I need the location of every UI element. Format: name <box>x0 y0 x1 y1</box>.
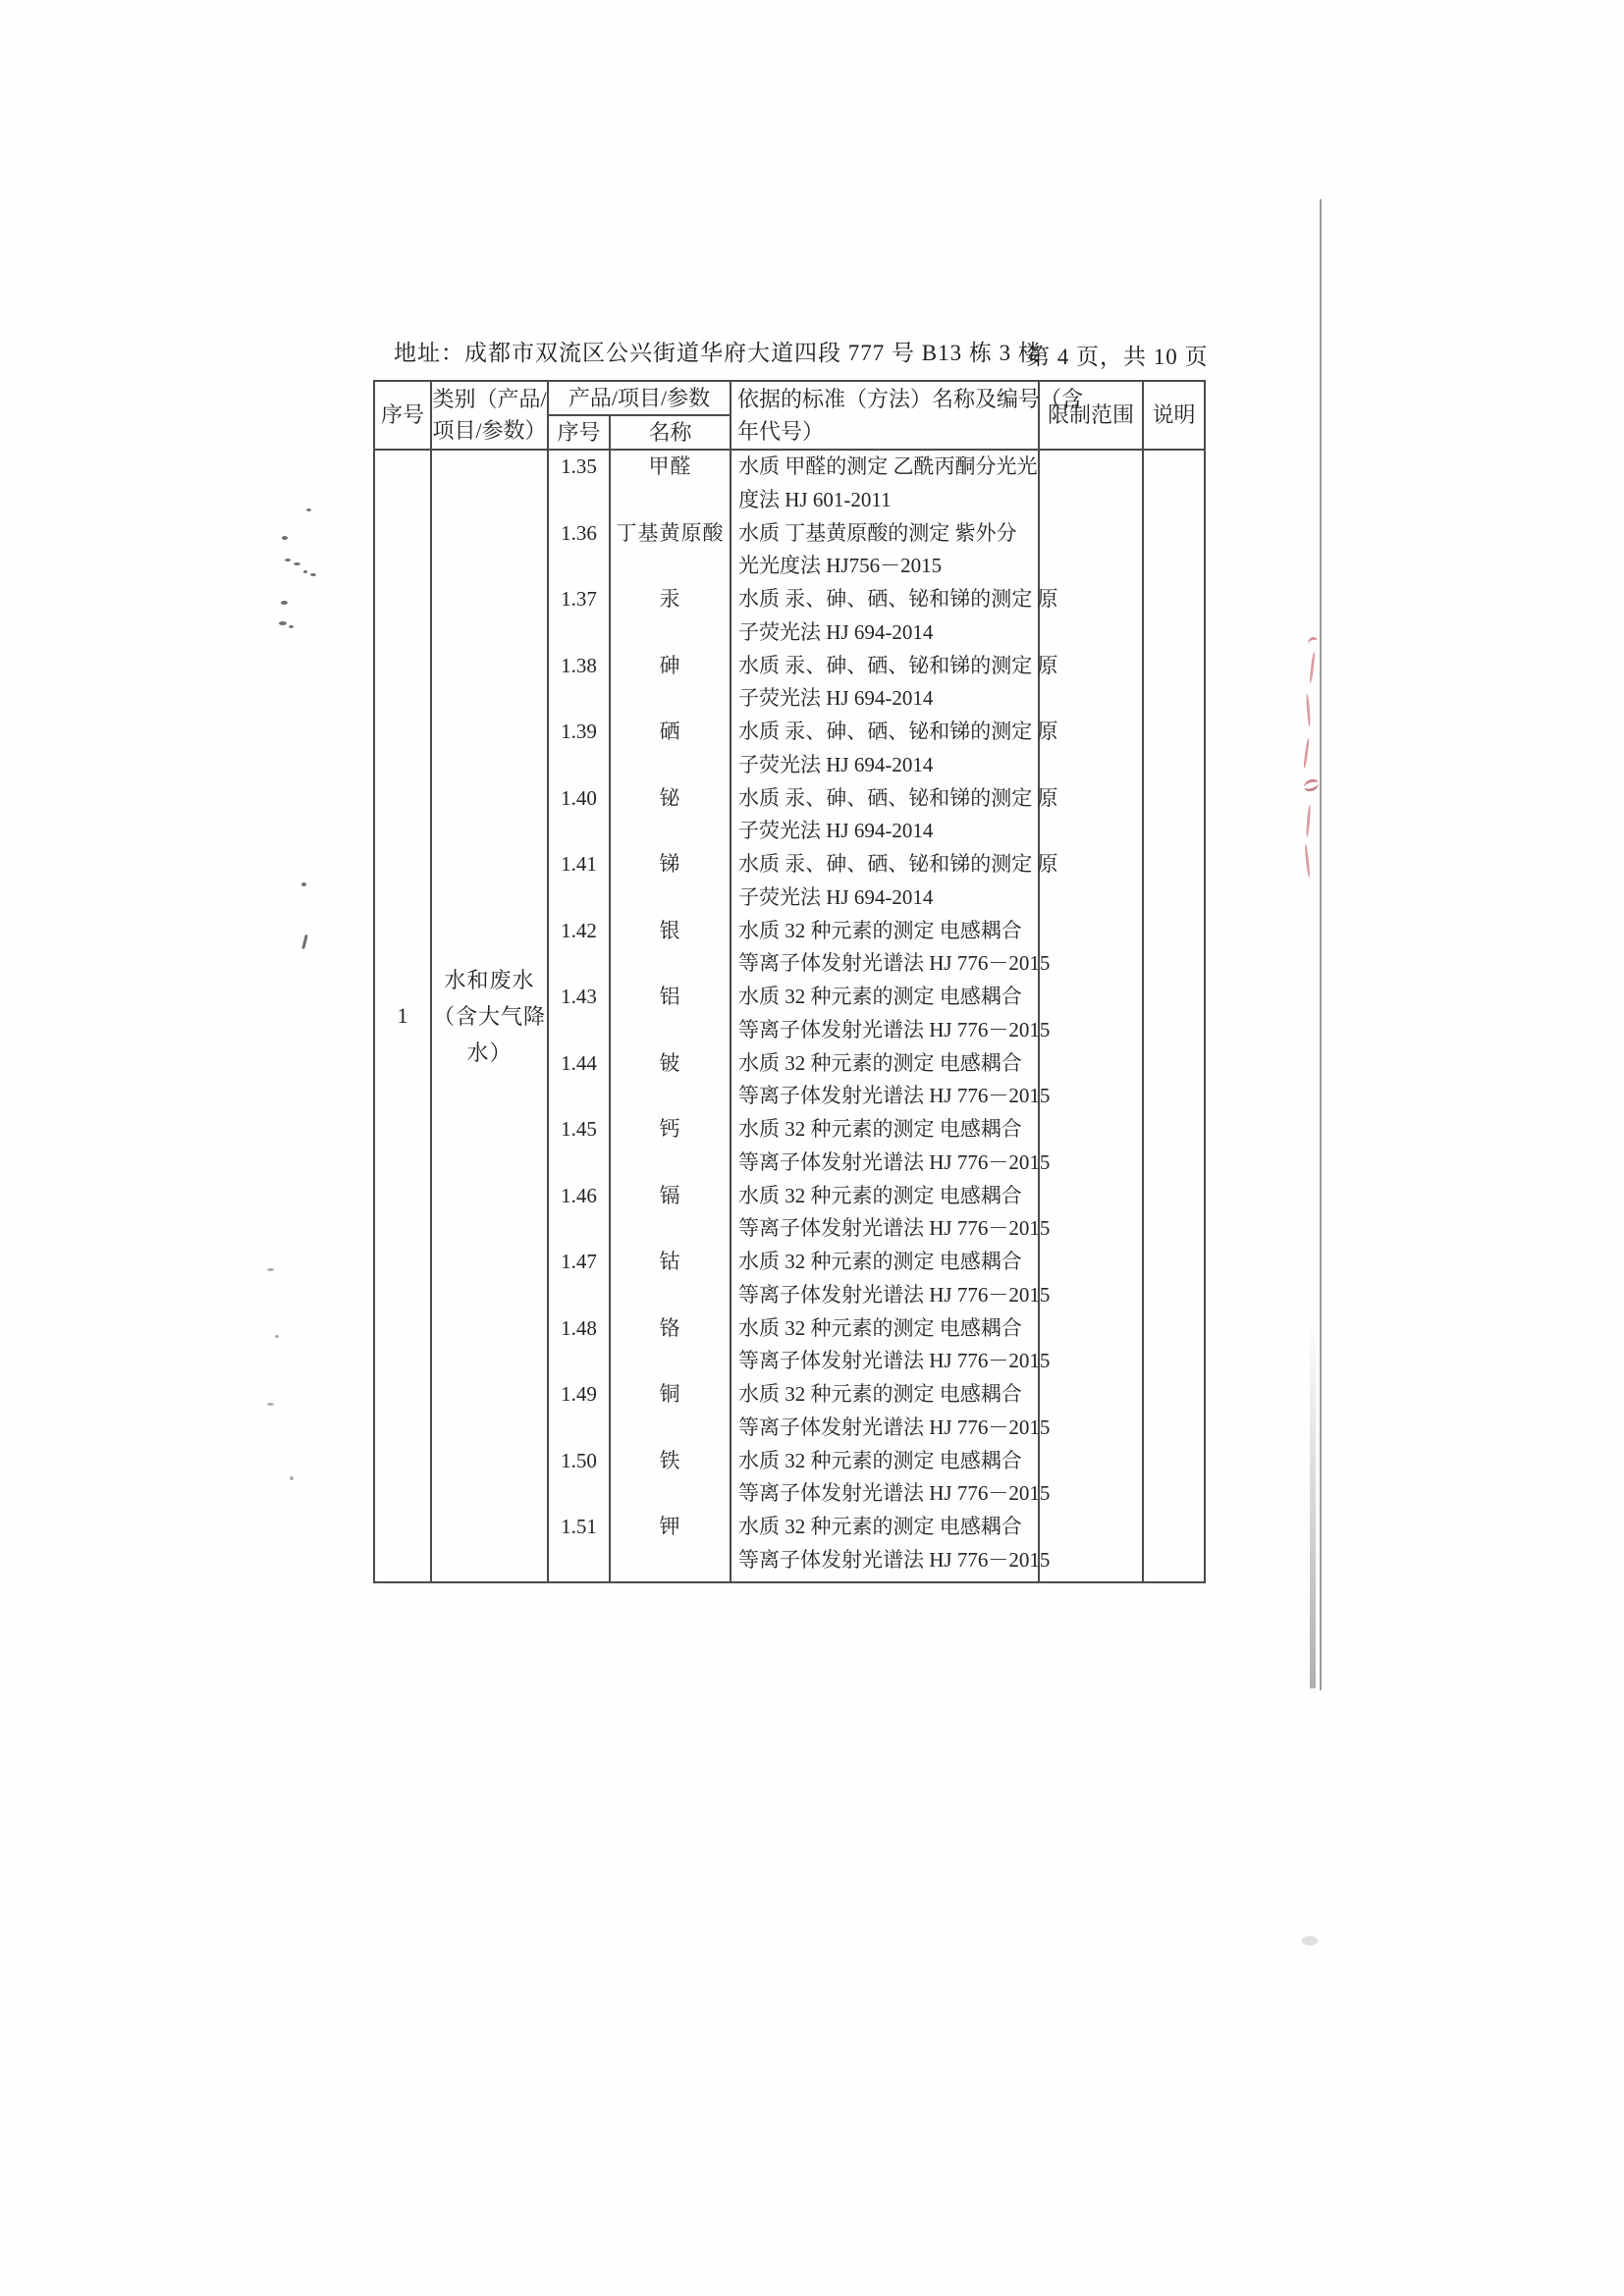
entry-standard-line: 等离子体发射光谱法 HJ 776－2015 <box>738 1017 1051 1041</box>
note-cell <box>1143 450 1205 1582</box>
col-header-category-line2: 项目/参数） <box>432 418 547 443</box>
entry-standard-line: 子荧光法 HJ 694-2014 <box>738 752 934 776</box>
entry-no: 1.40 <box>561 785 597 810</box>
entry-standard <box>731 848 1058 915</box>
entry-no-cell <box>548 450 610 1582</box>
entry-standard-line: 子荧光法 HJ 694-2014 <box>738 686 934 710</box>
entry-standard-cell <box>731 450 1058 1582</box>
category-line: （含大气降 <box>432 1003 546 1029</box>
entry-name: 钴 <box>659 1250 681 1273</box>
entry-standard-line: 等离子体发射光谱法 HJ 776－2015 <box>738 1084 1051 1107</box>
entry-no: 1.50 <box>561 1448 597 1472</box>
red-handwriting-mark <box>1306 805 1311 837</box>
entry-standard-line: 水质 汞、砷、硒、铋和锑的测定 原 <box>738 653 1058 677</box>
ink-speck <box>285 559 291 561</box>
entry-standard <box>731 716 1058 782</box>
ink-speck <box>310 573 316 576</box>
entry-name: 砷 <box>659 653 681 677</box>
ink-speck <box>281 601 288 605</box>
entry-name: 钾 <box>659 1515 681 1538</box>
entry-no: 1.48 <box>561 1315 597 1340</box>
ink-speck <box>289 625 294 628</box>
entry-standard-line: 等离子体发射光谱法 HJ 776－2015 <box>738 1349 1051 1372</box>
ink-speck <box>290 1476 294 1480</box>
category-seq-cell: 1 <box>374 450 431 1582</box>
page-fold-line <box>1320 199 1322 1690</box>
entry-name: 锑 <box>659 852 681 876</box>
entry-name-column <box>611 451 730 1577</box>
red-handwriting-mark <box>1304 844 1311 878</box>
entry-standard-line: 水质 32 种元素的测定 电感耦合 <box>738 985 1022 1008</box>
entry-standard-line: 水质 32 种元素的测定 电感耦合 <box>738 1315 1022 1340</box>
entry-name: 铝 <box>659 985 681 1008</box>
entry-name: 硒 <box>659 720 681 743</box>
entry-standard-line: 水质 32 种元素的测定 电感耦合 <box>738 1050 1022 1075</box>
entry-standard <box>731 451 1038 517</box>
entry-no: 1.41 <box>561 852 597 876</box>
entry-name: 铬 <box>659 1315 681 1340</box>
ink-speck <box>303 570 307 573</box>
col-header-category-line1: 类别（产品/ <box>432 387 547 411</box>
red-handwriting-mark <box>1303 778 1320 792</box>
red-handwriting-mark <box>1309 652 1315 683</box>
entry-standard-line: 子荧光法 HJ 694-2014 <box>738 819 934 842</box>
entry-name: 汞 <box>659 587 681 611</box>
entry-standard <box>731 1113 1051 1180</box>
entry-standard-line: 等离子体发射光谱法 HJ 776－2015 <box>738 1149 1051 1174</box>
entry-standard-line: 水质 32 种元素的测定 电感耦合 <box>738 1183 1022 1207</box>
entry-standard-line: 水质 汞、砷、硒、铋和锑的测定 原 <box>738 587 1058 611</box>
entry-name: 丁基黄原酸 <box>616 520 725 545</box>
entry-name: 铜 <box>659 1382 681 1406</box>
col-header-standard <box>731 381 1084 450</box>
col-header-standard-line2: 年代号） <box>737 419 825 444</box>
ink-speck <box>306 508 311 511</box>
entry-no: 1.47 <box>561 1250 597 1273</box>
red-handwriting-mark <box>1303 738 1310 769</box>
entry-name: 钙 <box>659 1117 681 1141</box>
entry-no: 1.35 <box>561 454 597 478</box>
entry-standard <box>731 650 1058 717</box>
entry-standard-line: 水质 丁基黄原酸的测定 紫外分 <box>738 520 1017 545</box>
entry-name: 镉 <box>659 1183 681 1207</box>
entry-standard-line: 水质 甲醛的测定 乙酰丙酮分光光 <box>738 454 1038 478</box>
entry-name-cell <box>610 450 731 1582</box>
entry-no-column <box>549 451 609 1577</box>
col-subheader-seq: 序号 <box>548 415 610 450</box>
col-header-limit: 限制范围 <box>1039 381 1143 450</box>
entry-name: 铍 <box>659 1050 681 1075</box>
category-cell <box>431 450 548 1582</box>
entry-no: 1.45 <box>561 1117 597 1141</box>
red-handwriting-mark <box>1307 636 1318 648</box>
entry-name: 甲醛 <box>648 454 692 478</box>
entry-standard-line: 水质 汞、砷、硒、铋和锑的测定 原 <box>738 720 1058 743</box>
entry-standard-line: 水质 32 种元素的测定 电感耦合 <box>738 1515 1022 1538</box>
entry-standard-line: 水质 32 种元素的测定 电感耦合 <box>738 1382 1022 1406</box>
entry-no: 1.42 <box>561 918 597 942</box>
entry-standard <box>731 1511 1051 1577</box>
entry-standard <box>731 1378 1051 1445</box>
category-line: 水） <box>466 1040 513 1065</box>
entry-no: 1.46 <box>561 1183 597 1207</box>
entry-standard <box>731 1445 1051 1512</box>
ink-speck <box>267 1403 274 1406</box>
entry-no: 1.49 <box>561 1382 597 1406</box>
entry-standard <box>731 981 1051 1047</box>
address-line: 地址：成都市双流区公兴街道华府大道四段 777 号 B13 栋 3 楼 <box>394 341 1042 365</box>
col-header-standard-line1: 依据的标准（方法）名称及编号（含 <box>737 387 1084 411</box>
entry-standard-line: 等离子体发射光谱法 HJ 776－2015 <box>738 951 1051 975</box>
entry-name: 铋 <box>659 785 681 810</box>
entry-standard-line: 水质 32 种元素的测定 电感耦合 <box>738 1117 1022 1141</box>
table-body-row <box>374 450 1205 1582</box>
entry-no: 1.51 <box>561 1515 597 1538</box>
accreditation-parameter-table <box>373 380 1206 1583</box>
col-header-seq: 序号 <box>374 381 431 450</box>
entry-no: 1.37 <box>561 587 597 611</box>
entry-standard <box>731 1180 1051 1247</box>
col-subheader-name: 名称 <box>610 415 731 450</box>
entry-standard <box>731 1047 1051 1114</box>
ink-speck <box>301 934 308 949</box>
entry-standard-line: 水质 32 种元素的测定 电感耦合 <box>738 918 1022 942</box>
entry-standard-line: 水质 32 种元素的测定 电感耦合 <box>738 1448 1022 1472</box>
entry-standard-line: 子荧光法 HJ 694-2014 <box>738 619 934 644</box>
entry-no: 1.43 <box>561 985 597 1008</box>
page-fold-shadow <box>1310 1315 1316 1688</box>
ink-speck <box>294 562 300 565</box>
entry-standard <box>731 517 1038 584</box>
col-header-note: 说明 <box>1143 381 1205 450</box>
entry-standard <box>731 915 1051 982</box>
entry-standard-line: 等离子体发射光谱法 HJ 776－2015 <box>738 1415 1051 1439</box>
entry-standard-line: 水质 汞、砷、硒、铋和锑的测定 原 <box>738 852 1058 876</box>
red-handwriting-mark <box>1306 694 1312 726</box>
entry-standard-line: 子荧光法 HJ 694-2014 <box>738 884 934 909</box>
col-header-category <box>431 381 548 450</box>
entry-standard <box>731 583 1058 650</box>
entry-standard-line: 等离子体发射光谱法 HJ 776－2015 <box>738 1282 1051 1307</box>
ink-speck <box>267 1268 274 1271</box>
col-header-product-group: 产品/项目/参数 <box>548 381 731 415</box>
entry-standard-line: 度法 HJ 601-2011 <box>738 487 892 511</box>
entry-no: 1.39 <box>561 720 597 743</box>
entry-standard-line: 等离子体发射光谱法 HJ 776－2015 <box>738 1216 1051 1240</box>
entry-standard-line: 等离子体发射光谱法 HJ 776－2015 <box>738 1547 1051 1572</box>
entry-standard <box>731 1246 1051 1312</box>
page-indicator: 第 4 页，共 10 页 <box>1027 345 1209 369</box>
category-line: 水和废水 <box>444 967 535 992</box>
entry-standard <box>731 782 1058 849</box>
entry-standard-line: 等离子体发射光谱法 HJ 776－2015 <box>738 1481 1051 1505</box>
ink-speck <box>301 882 306 886</box>
entry-no: 1.36 <box>561 520 597 545</box>
limit-cell <box>1039 450 1143 1582</box>
entry-name: 铁 <box>659 1448 681 1472</box>
ink-speck <box>279 621 287 625</box>
entry-no: 1.44 <box>561 1050 597 1075</box>
entry-standard-line: 光光度法 HJ756－2015 <box>738 554 943 577</box>
entry-standard <box>731 1312 1051 1379</box>
entry-name: 银 <box>659 918 681 942</box>
entry-no: 1.38 <box>561 653 597 677</box>
ink-speck <box>282 536 288 540</box>
header-row-1 <box>374 381 1205 415</box>
entry-standard-column <box>731 451 1058 1577</box>
entry-standard-line: 水质 32 种元素的测定 电感耦合 <box>738 1250 1022 1273</box>
entry-standard-line: 水质 汞、砷、硒、铋和锑的测定 原 <box>738 785 1058 810</box>
scan-smudge <box>1302 1936 1318 1946</box>
ink-speck <box>275 1335 279 1338</box>
